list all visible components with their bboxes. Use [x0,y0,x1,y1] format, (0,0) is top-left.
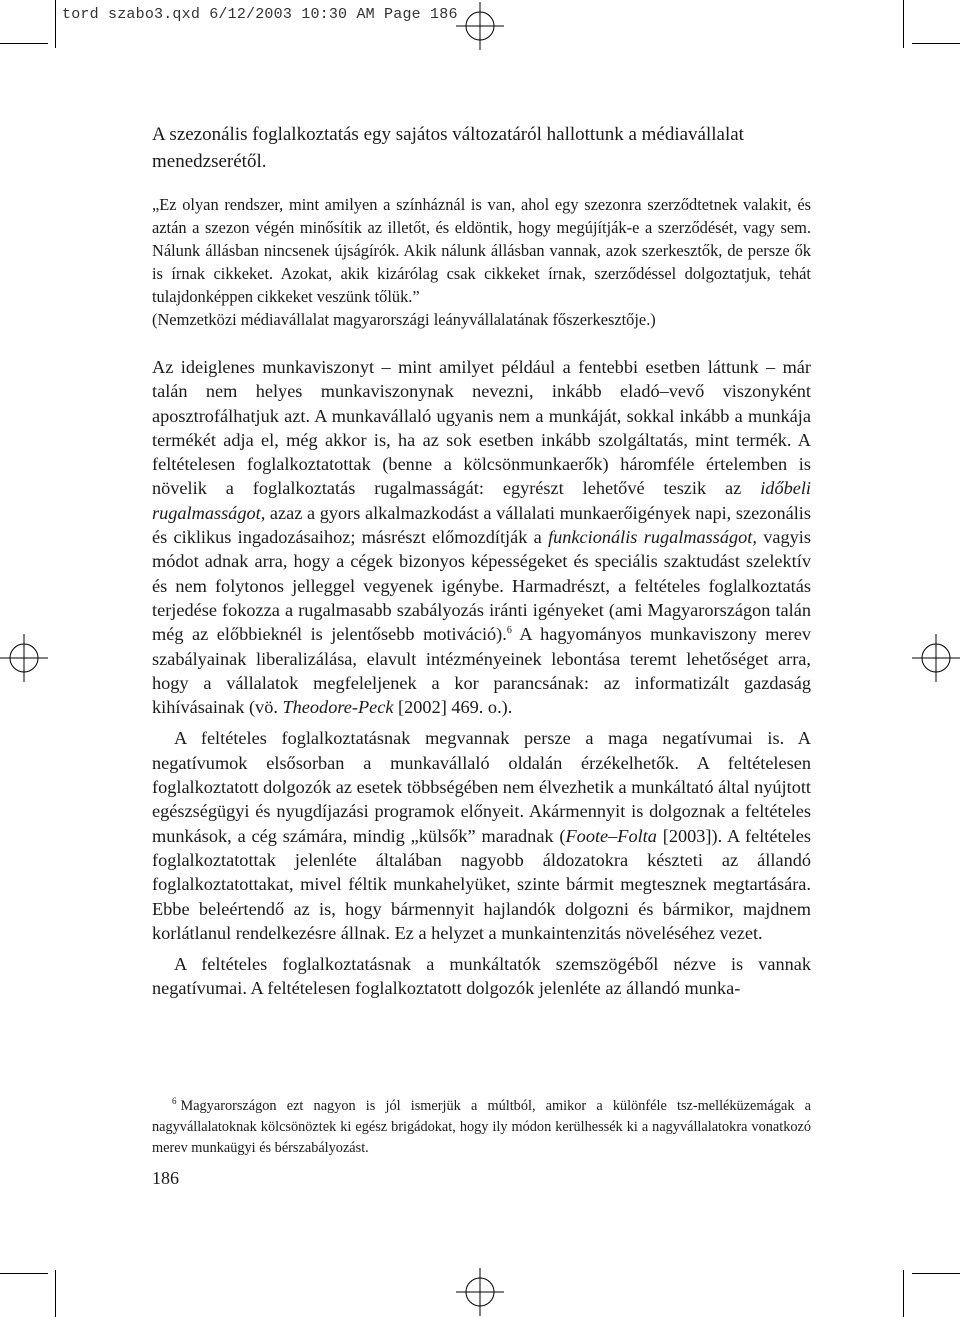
text-run: A feltételes foglalkoztatásnak megvannak persze a maga negatívumai is. A negatívumok elsősorban a munkavállaló oldalán érzékelhetők. A feltételesen foglalkoztatott dolgozók az esetek többségében nem élvezhetik a munkáltató által nyújtott egészségügyi és nyugdíjazási programok előnyeit. Akármennyit is dolgoznak a feltételes munkások, a cég számára, mindig „külsők” maradnak ( [152,728,811,846]
page-number: 186 [152,1168,179,1188]
footnote [152,1096,811,1159]
print-slug: tord szabo3.qxd 6/12/2003 10:30 AM Page 186 [62,6,458,23]
footnote-text: Magyarországon ezt nagyon is jól ismerjük a múltból, amikor a különféle tsz-melléküzemágak a nagyvállalatoknak kölcsönöztek ki egész brigádokat, hogy ily módon kerülhessék ki a nagyvállalatokra vonatkozó merev munkaügyi és bérszabályozást. [152,1098,811,1156]
paragraph [152,355,811,719]
crop-mark [55,1270,56,1317]
crop-mark [903,1270,904,1317]
text-run: A hagyományos munkaviszony merev szabályainak liberalizálása, elavult intézményeinek lebontása teremt lehetőséget arra, hogy a vállalatok megfeleljenek a kor parancsának: az informatizált gazdaság kihívásainak (vö. [152,624,811,718]
italic-term: funkcionális rugalmasságot, [548,527,757,548]
footnote-reference[interactable]: 6 [506,625,512,637]
quote-text: „Ez olyan rendszer, mint amilyen a színháznál is van, ahol egy szezonra szerződtetnek valakit, és aztán a szezon végén minősítik az illetőt, és eldöntik, hogy megújítják-e a szerződését, vagy sem. Nálunk állásban nincsenek újságírók. Akik nálunk állásban vannak, azok szerkesztők, de persze ők is írnak cikkeket. Azokat, akik kizárólag csak cikkeket írnak, szerződéssel dolgoztatjuk, tehát tulajdonképpen cikkeket veszünk tőlük.” [152,195,811,306]
text-run: [2002] 469. o.). [393,697,513,718]
text-run: Az ideiglenes munkaviszonyt – mint amilyet például a fentebbi esetben láttunk – már talán nem helyes munkaviszonynak nevezni, inkább eladó–vevő viszonyként aposztrofálhatjuk azt. A munkavállaló ugyanis nem a munkáját, sokkal inkább a munkája termékét adja el, még akkor is, ha az sok esetben inkább szolgáltatás, mint termék. A feltételesen foglalkoztatottak (benne a kölcsönmunkaerők) háromféle értelemben is növelik a foglalkoztatás rugalmasságát: egyrészt lehetővé teszik az [152,357,811,499]
citation-author: Foote–Folta [565,825,657,846]
paragraph: A feltételes foglalkoztatásnak a munkáltatók szemszögéből nézve is vannak negatívumai. A feltételesen foglalkoztatott dolgozók jelenléte az állandó munka- [152,954,811,999]
crop-mark [912,1273,960,1274]
registration-mark-icon [456,2,504,50]
paragraph [152,726,811,945]
citation-author: Theodore-Peck [282,697,394,718]
main-text [152,355,811,1001]
footnote-number: 6 [172,1096,177,1107]
registration-mark-icon [0,634,48,682]
crop-mark [55,0,56,48]
intro-paragraph: A szezonális foglalkoztatás egy sajátos változatáról hallottunk a médiavállalat menedzserétől. [152,124,744,172]
quote-source: (Nemzetközi médiavállalat magyarországi leányvállalatának főszerkesztője.) [152,310,656,329]
crop-mark [903,0,904,48]
registration-mark-icon [456,1268,504,1316]
text-run: vagyis módot adnak arra, hogy a cégek bizonyos képességeket és speciális szaktudást szelektív és nem folytonos jelleggel vegyenek igénybe. Harmadrészt, a feltételes foglalkoztatás terjedése fokozza a rugalmasabb szabályozás iránti igényeket (ami Magyarországon talán még az előbbieknél is jelentősebb motiváció). [152,527,811,645]
text-run: azaz a gyors alkalmazkodást a vállalati munkaerőigények napi, szezonális és ciklikus ingadozásaihoz; másrészt előmozdítják a [152,502,811,548]
registration-mark-icon [912,634,960,682]
interview-quote [152,193,811,331]
crop-mark [0,43,48,44]
text-run: [2003]). A feltételes foglalkoztatottak jelenléte általában nagyobb áldozatokra készteti az állandó foglalkoztatottakat, mivel féltik munkahelyüket, szinte bármit megtesznek megtartására. Ebbe beleértendő az is, hogy bármennyit hajlandók dolgozni és bármikor, majdnem korlátlanul rendelkezésre állnak. Ez a helyzet a munkaintenzitás növeléséhez vezet. [152,825,811,943]
crop-mark [912,43,960,44]
crop-mark [0,1273,48,1274]
italic-term: időbeli rugalmasságot, [152,478,811,523]
